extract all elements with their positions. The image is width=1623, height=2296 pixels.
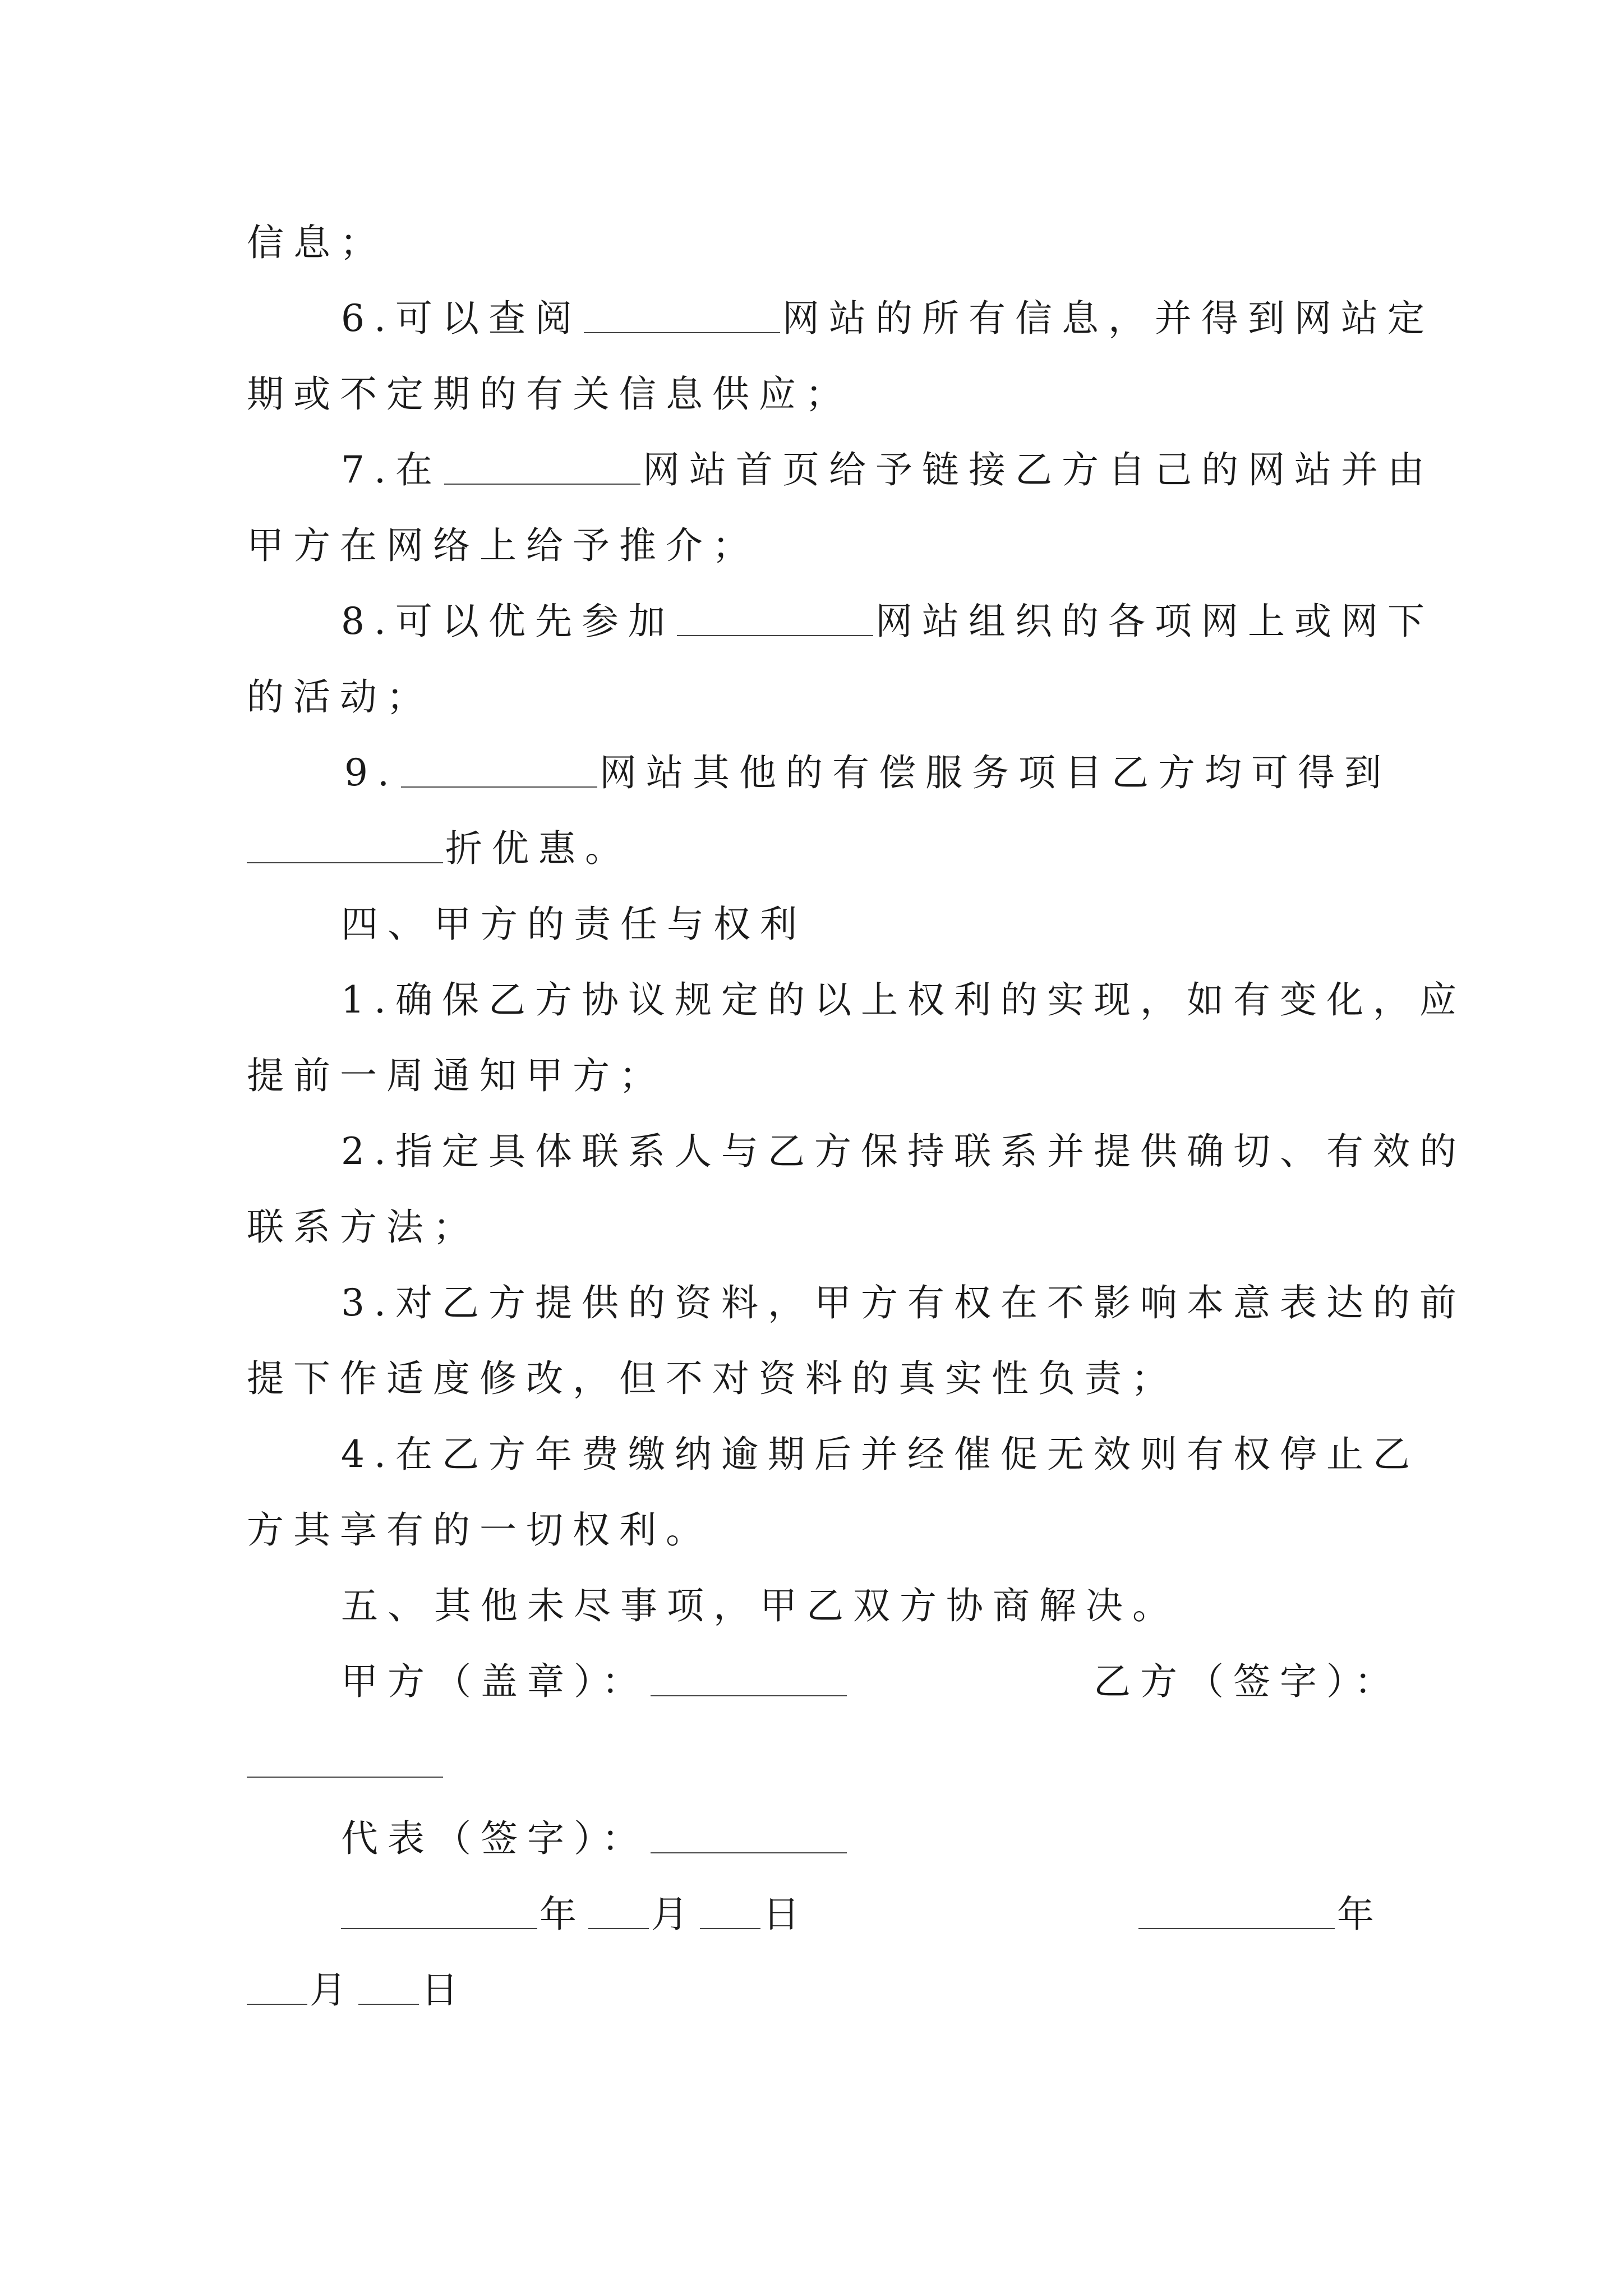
clause-9-line-2: 折优惠。 <box>247 830 631 867</box>
party-b-signature-line <box>1094 1660 1401 1703</box>
section-4-item-2-line-1: 2.指定具体联系人与乙方保持联系并提供确切、有效的 <box>341 1130 1466 1173</box>
section-4-item-2-line-2: 联系方法； <box>247 1205 479 1249</box>
clause-8-line-2: 的活动； <box>247 675 433 719</box>
blank-field[interactable] <box>247 862 443 863</box>
month-field[interactable] <box>588 1927 649 1929</box>
party-b-date-line-2: 月 日 <box>247 1972 468 2009</box>
party-a-date-line: 年 月 日 <box>341 1896 809 1933</box>
blank-field[interactable] <box>401 786 597 788</box>
section-4-item-1-line-2: 提前一周通知甲方； <box>247 1054 666 1097</box>
clause-9-line-1: 9. 网站其他的有偿服务项目乙方均可得到 <box>344 751 1391 794</box>
section-4-item-4-line-2: 方其享有的一切权利。 <box>247 1508 712 1552</box>
party-b-label: 乙方（签字）： <box>1094 1660 1401 1703</box>
blank-field[interactable] <box>584 332 780 333</box>
representative-signature-field[interactable] <box>651 1852 847 1853</box>
blank-field[interactable] <box>677 634 873 636</box>
day-field[interactable] <box>358 2003 419 2005</box>
year-field[interactable] <box>1138 1927 1335 1929</box>
party-b-signature-field[interactable] <box>247 1776 443 1778</box>
year-field[interactable] <box>341 1927 537 1929</box>
section-4-heading: 四、甲方的责任与权利 <box>341 903 806 946</box>
day-field[interactable] <box>700 1927 760 1929</box>
section-4-item-3-line-2: 提下作适度修改，但不对资料的真实性负责； <box>247 1357 1178 1400</box>
month-field[interactable] <box>247 2003 307 2005</box>
party-a-signature-field[interactable] <box>651 1695 847 1696</box>
clause-8-line-1: 8.可以优先参加 网站组织的各项网上或网下 <box>341 600 1434 643</box>
party-b-date-line: 年 <box>1138 1896 1384 1933</box>
party-a-label: 甲方（盖章）： <box>341 1660 648 1703</box>
party-b-signature-field-line <box>247 1745 445 1782</box>
clause-7-line-1: 7.在 网站首页给予链接乙方自己的网站并由 <box>341 448 1434 491</box>
section-4-item-4-line-1: 4.在乙方年费缴纳逾期后并经催促无效则有权停止乙 <box>341 1433 1419 1476</box>
party-a-signature-line <box>341 1660 849 1703</box>
clause-6-line-1: 6.可以查阅 网站的所有信息，并得到网站定 <box>341 297 1434 340</box>
blank-field[interactable] <box>444 483 640 485</box>
section-4-item-3-line-1: 3.对乙方提供的资料，甲方有权在不影响本意表达的前 <box>341 1281 1466 1324</box>
clause-7-line-2: 甲方在网络上给予推介； <box>247 524 759 567</box>
text-line: 信息； <box>247 221 386 264</box>
section-4-item-1-line-1: 1.确保乙方协议规定的以上权利的实现，如有变化，应 <box>341 978 1466 1022</box>
clause-6-line-2: 期或不定期的有关信息供应； <box>247 372 852 416</box>
representative-label: 代表（签字）： <box>341 1817 648 1860</box>
representative-signature-line <box>341 1817 849 1860</box>
section-5-heading: 五、其他未尽事项，甲乙双方协商解决。 <box>341 1584 1179 1627</box>
